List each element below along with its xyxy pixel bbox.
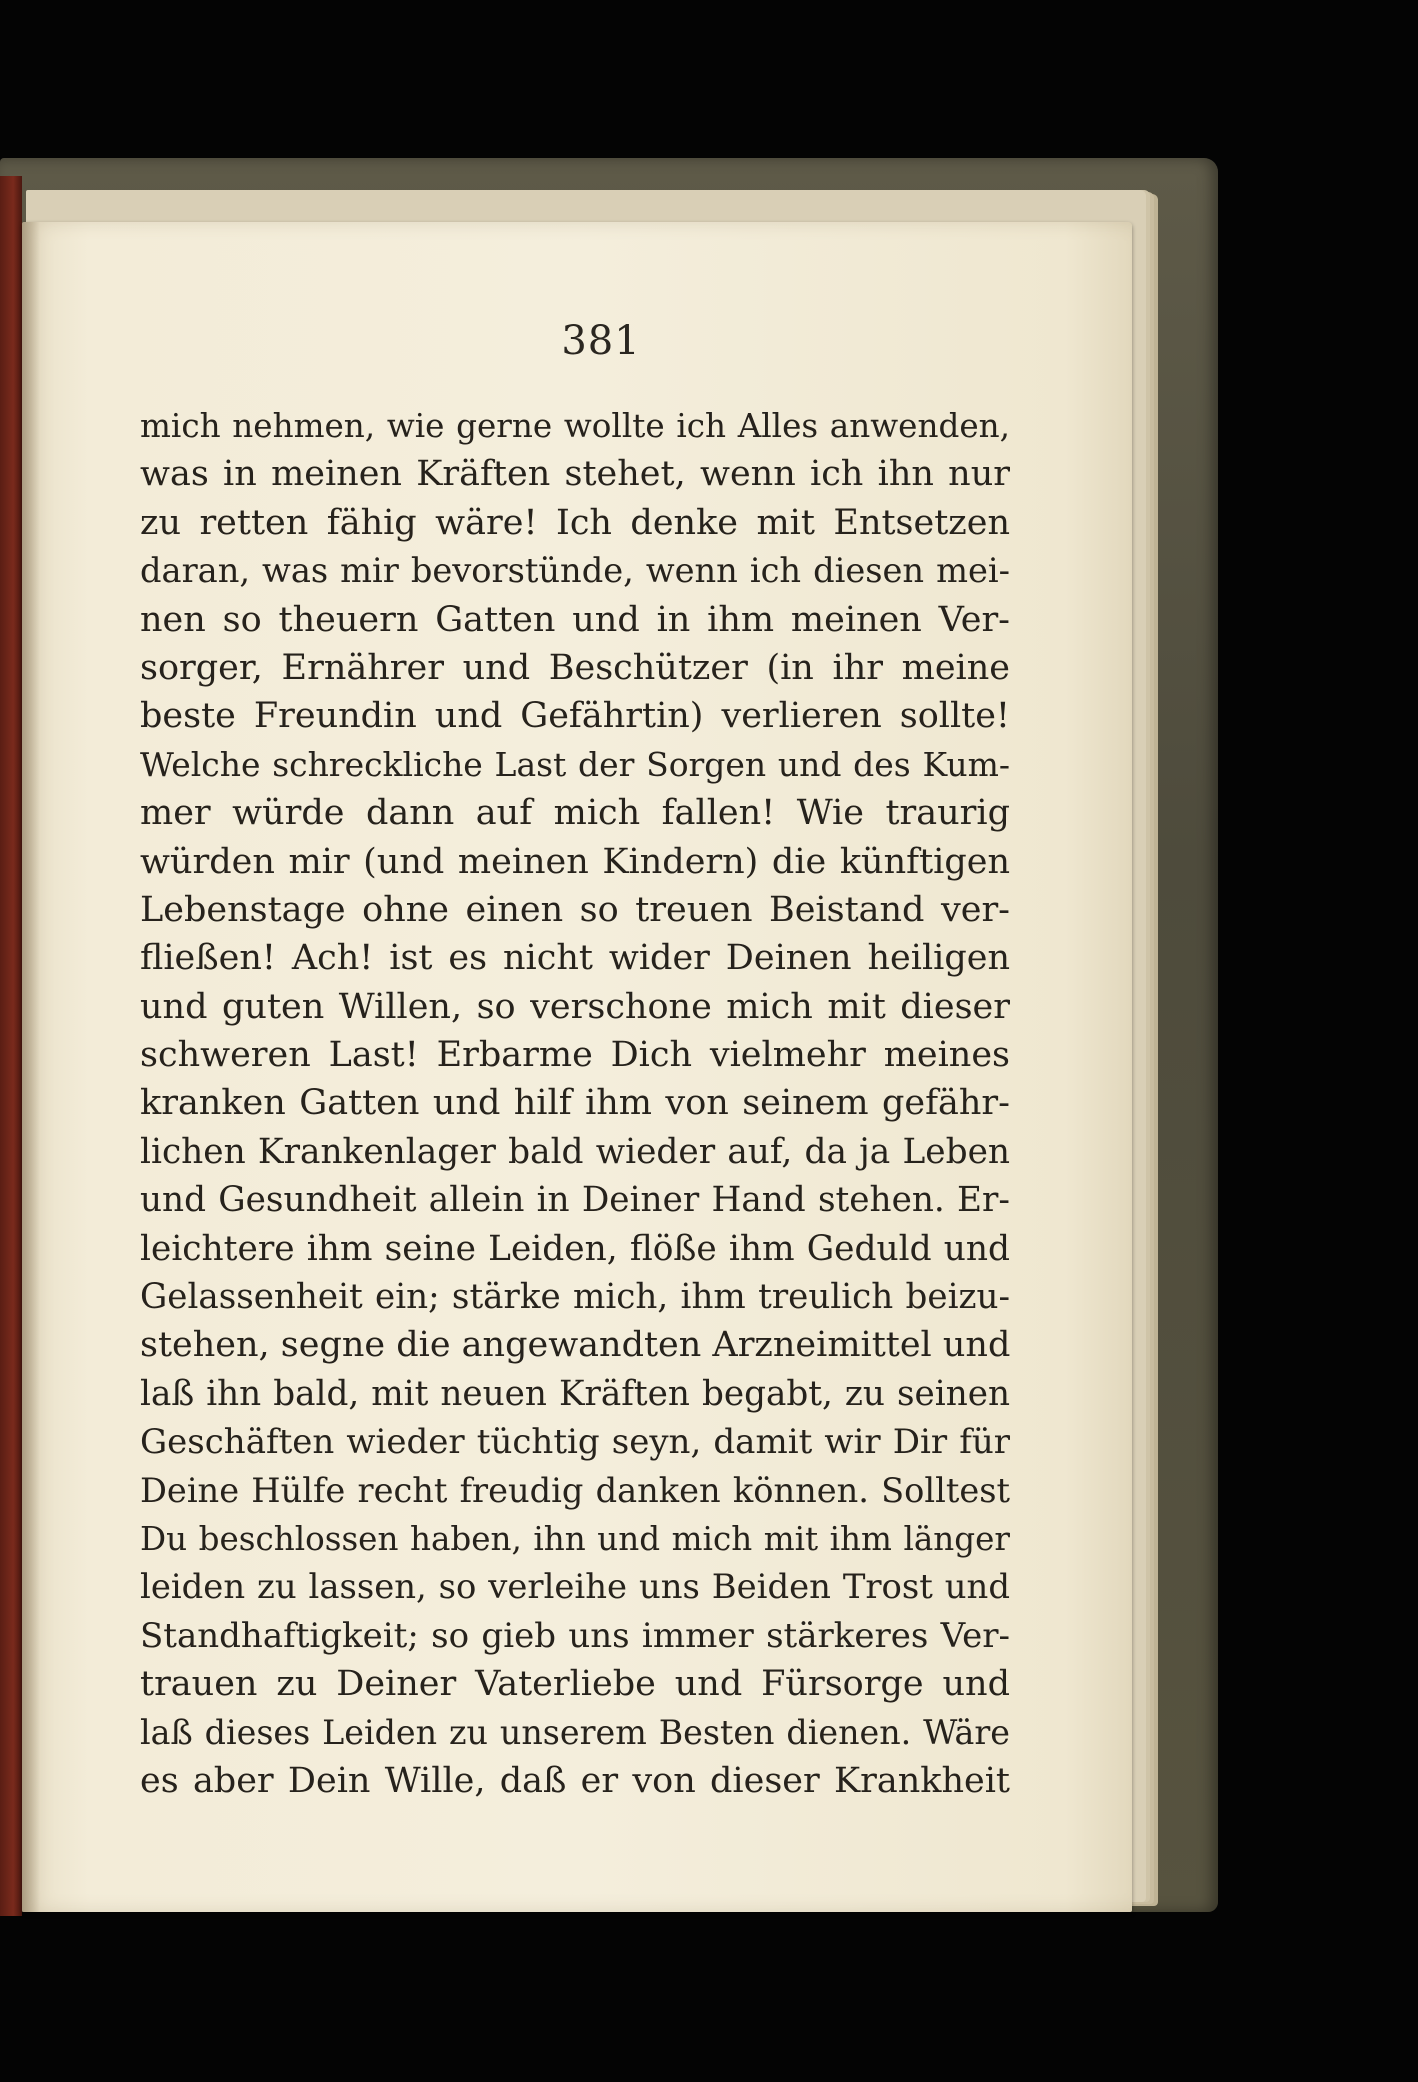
text-line: und guten Willen, so verschone mich mit dieser [140, 986, 1010, 1027]
text-line: leiden zu lassen, so verleihe uns Beiden Trost und [140, 1567, 1010, 1607]
text-line: Lebenstage ohne einen so treuen Beistand ver- [140, 889, 1010, 930]
text-line: kranken Gatten und hilf ihm von seinem gefähr- [140, 1083, 1010, 1124]
text-line: Deine Hülfe recht freudig danken können. Solltest [140, 1470, 1010, 1510]
text-line: trauen zu Deiner Vaterliebe und Fürsorge und [140, 1664, 1010, 1705]
text-line: lichen Krankenlager bald wieder auf, da ja Leben [140, 1131, 1010, 1172]
text-line: fließen! Ach! ist es nicht wider Deinen heiligen [140, 938, 1010, 979]
text-line: daran, was mir bevorstünde, wenn ich diesen mei- [140, 551, 1010, 591]
text-line: Geschäften wieder tüchtig seyn, damit wir Dir für [140, 1422, 1010, 1463]
text-line: nen so theuern Gatten und in ihm meinen Ver- [140, 599, 1010, 640]
text-line: Du beschlossen haben, ihn und mich mit ihm länger [140, 1519, 1010, 1558]
page-number: 381 [561, 318, 641, 364]
text-line: Standhaftigkeit; so gieb uns immer stärkeres Ver- [140, 1615, 1010, 1656]
text-line: laß dieses Leiden zu unserem Besten dienen. Wäre [140, 1712, 1010, 1752]
text-line: schweren Last! Erbarme Dich vielmehr meines [140, 1035, 1010, 1076]
body-text [140, 402, 1010, 1805]
text-line: sorger, Ernährer und Beschützer (in ihr meine [140, 647, 1010, 688]
text-line: Welche schreckliche Last der Sorgen und des Kum- [140, 744, 1010, 784]
gutter-shadow [22, 222, 40, 1912]
text-line: mer würde dann auf mich fallen! Wie traurig [140, 793, 1010, 834]
text-line: stehen, segne die angewandten Arzneimittel und [140, 1325, 1011, 1366]
text-line: leichtere ihm seine Leiden, flöße ihm Geduld und [140, 1228, 1010, 1269]
text-line: zu retten fähig wäre! Ich denke mit Entsetzen [140, 502, 1010, 543]
text-line: mich nehmen, wie gerne wollte ich Alles anwenden, [140, 407, 1010, 445]
text-line: Gelassenheit ein; stärke mich, ihm treulich beizu- [140, 1277, 1010, 1318]
text-line: und Gesundheit allein in Deiner Hand stehen. Er- [140, 1180, 1010, 1221]
text-line: laß ihn bald, mit neuen Kräften begabt, zu seinen [140, 1373, 1010, 1414]
text-line: beste Freundin und Gefährtin) verlieren sollte! [140, 696, 1010, 737]
text-line: es aber Dein Wille, daß er von dieser Krankheit [140, 1760, 1010, 1801]
text-line: was in meinen Kräften stehet, wenn ich ihn nur [140, 454, 1010, 495]
text-line: würden mir (und meinen Kindern) die künftigen [140, 841, 1010, 882]
book-spine-edge [0, 176, 22, 1916]
